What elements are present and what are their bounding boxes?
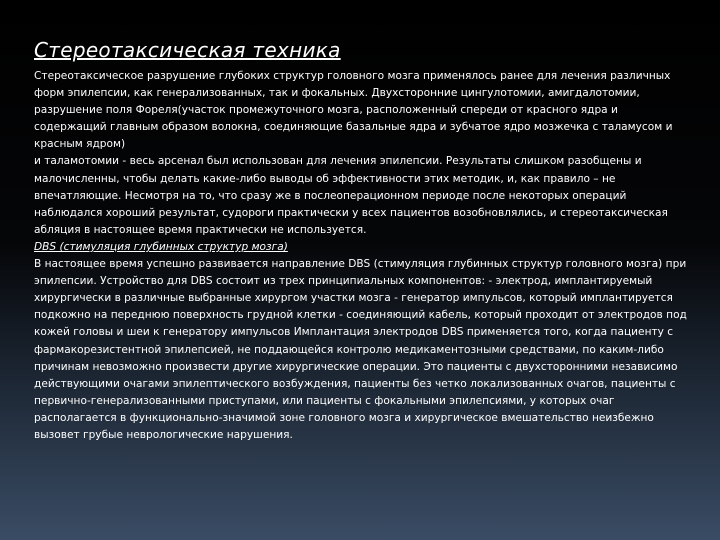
slide-title: Стереотаксическая техника (34, 38, 341, 62)
paragraph-dbs: В настоящее время успешно развивается направление DBS (стимуляция глубинных структур головного мозга) при эпилепсии. Устройство для DBS состоит из трех принципиальных компонентов: - электрод, имплантируемый хирургически в различные выбранные хирургом участки мозга - генератор импульсов, который имплантируется подкожно на переднюю поверхность грудной клетки - соединяющий кабель, который проходит от электродов под кожей головы и шеи к генератору импульсов Имплантация электродов DBS применяется того, когда пациенту с фармакорезистентной эпилепсией, не поддающейся контролю медикаментозными средствами, по каким-либо причинам невозможно произвести другие хирургические операции. Это пациенты с двухсторонними независимо действующими очагами эпилептического возбуждения, пациенты без четко локализованных очагов, пациенты с первично-генерализованными приступами, или пациенты с фокальными эпилепсиями, у которых очаг располагается в функционально-значимой зоне головного мозга и хирургическое вмешательство неизбежно вызовет грубые неврологические нарушения. (34, 258, 687, 441)
paragraph-stereotaxic-results: и таламотомии - весь арсенал был использован для лечения эпилепсии. Результаты слишком разобщены и малочисленны, чтобы делать какие-либо выводы об эффективности этих методик, и, как правило – не впечатляющие. Несмотря на то, что сразу же в послеоперационном периоде после некоторых операций наблюдался хороший результат, судороги практически у всех пациентов возобновлялись, и стереотаксическая абляция в настоящее время практически не используется. (34, 155, 668, 236)
slide-body (34, 68, 690, 444)
paragraph-stereotaxic-intro: Стереотаксическое разрушение глубоких структур головного мозга применялось ранее для лечения различных форм эпилепсии, как генерализованных, так и фокальных. Двухсторонние цингулотомии, амигдалотомии, разрушение поля Фореля(участок промежуточного мозга, расположенный спереди от красного ядра и содержащий главным образом волокна, соединяющие базальные ядра и зубчатое ядро мозжечка с таламусом и красным ядром) (34, 70, 673, 151)
dbs-subheading: DBS (стимуляция глубинных структур мозга) (34, 240, 288, 253)
